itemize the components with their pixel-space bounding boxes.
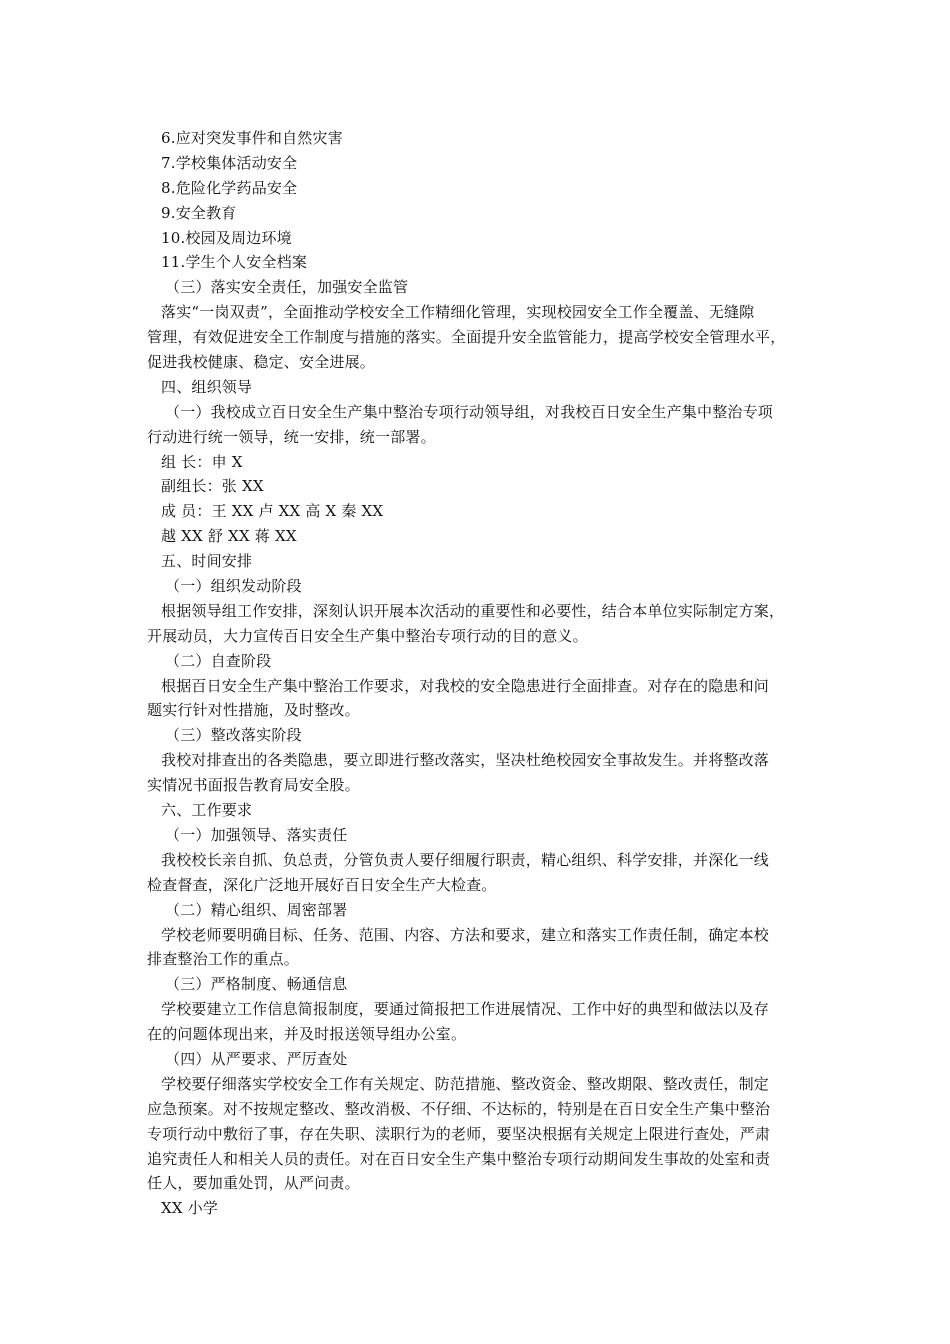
text-line: 9.安全教育 bbox=[161, 203, 237, 222]
text-line: 越 XX 舒 XX 蒋 XX bbox=[161, 527, 297, 546]
text-line: 6.应对突发事件和自然灾害 bbox=[161, 129, 343, 147]
text-line: 组 长：申 X bbox=[161, 452, 243, 471]
text-line: 落实“一岗双责”，全面推动学校安全工作精细化管理，实现校园安全工作全覆盖、无缝隙 bbox=[161, 303, 755, 322]
text-line: 追究责任人和相关人员的责任。对在百日安全生产集中整治专项行动期间发生事故的处室和责 bbox=[147, 1149, 771, 1168]
text-line: 我校对排查出的各类隐患，要立即进行整改落实，坚决杜绝校园安全事故发生。并将整改落 bbox=[161, 751, 770, 770]
text-line: 六、工作要求 bbox=[161, 801, 253, 820]
text-line: 促进我校健康、稳定、安全进展。 bbox=[147, 353, 376, 372]
text-line: （四）从严要求、严厉查处 bbox=[165, 1049, 348, 1068]
text-line: 行动进行统一领导，统一安排，统一部署。 bbox=[147, 427, 436, 446]
text-line: 在的问题体现出来，并及时报送领导组办公室。 bbox=[147, 1025, 467, 1044]
text-line: 7.学校集体活动安全 bbox=[161, 153, 298, 172]
text-line: 实情况书面报告教育局安全股。 bbox=[147, 776, 360, 795]
text-line: （三）严格制度、畅通信息 bbox=[165, 975, 348, 994]
text-line: 8.危险化学药品安全 bbox=[161, 178, 298, 197]
text-line: 题实行针对性措施，及时整改。 bbox=[147, 701, 360, 720]
text-line: 四、组织领导 bbox=[161, 377, 253, 396]
text-line: （二）自查阶段 bbox=[165, 651, 272, 670]
text-line: 学校要建立工作信息简报制度，要通过简报把工作进展情况、工作中好的典型和做法以及存 bbox=[161, 1000, 770, 1019]
text-line: 检查督查，深化广泛地开展好百日安全生产大检查。 bbox=[147, 875, 497, 894]
text-line: （二）精心组织、周密部署 bbox=[165, 900, 348, 919]
text-line: 任人，要加重处罚，从严问责。 bbox=[147, 1174, 360, 1193]
text-line: （三）整改落实阶段 bbox=[165, 726, 302, 745]
text-line: 排查整治工作的重点。 bbox=[147, 950, 300, 969]
text-line: 我校校长亲自抓、负总责，分管负责人要仔细履行职责，精心组织、科学安排，并深化一线 bbox=[161, 850, 770, 869]
text-line: 五、时间安排 bbox=[161, 552, 253, 571]
text-line: 专项行动中敷衍了事，存在失职、渎职行为的老师，要坚决根据有关规定上限进行查处，严肃 bbox=[147, 1124, 771, 1143]
text-line: （一）加强领导、落实责任 bbox=[165, 825, 348, 844]
text-line: 10.校园及周边环境 bbox=[161, 228, 292, 247]
text-line: 应急预案。对不按规定整改、整改消极、不仔细、不达标的，特别是在百日安全生产集中整治 bbox=[147, 1099, 771, 1118]
text-line: 根据百日安全生产集中整治工作要求，对我校的安全隐患进行全面排查。对存在的隐患和问 bbox=[161, 676, 770, 695]
text-line: 学校要仔细落实学校安全工作有关规定、防范措施、整改资金、整改期限、整改责任，制定 bbox=[161, 1074, 770, 1093]
text-line: （三）落实安全责任，加强安全监管 bbox=[165, 278, 409, 297]
text-line: 开展动员，大力宣传百日安全生产集中整治专项行动的目的意义。 bbox=[147, 626, 588, 645]
text-line: XX 小学 bbox=[161, 1199, 219, 1218]
text-line: 副组长：张 XX bbox=[161, 477, 264, 496]
text-line: 根据领导组工作安排，深刻认识开展本次活动的重要性和必要性，结合本单位实际制定方案， bbox=[161, 601, 785, 620]
text-line: 学校老师要明确目标、任务、范围、内容、方法和要求，建立和落实工作责任制，确定本校 bbox=[161, 925, 770, 944]
document-page bbox=[0, 126, 950, 1221]
text-line: 11.学生个人安全档案 bbox=[161, 253, 308, 272]
text-line: 管理，有效促进安全工作制度与措施的落实。全面提升安全监管能力，提高学校安全管理水平， bbox=[147, 328, 786, 347]
text-line: 成 员：王 XX 卢 XX 高 X 秦 XX bbox=[161, 502, 384, 521]
text-line: （一）组织发动阶段 bbox=[165, 577, 302, 596]
text-line: （一）我校成立百日安全生产集中整治专项行动领导组，对我校百日安全生产集中整治专项 bbox=[165, 402, 774, 421]
